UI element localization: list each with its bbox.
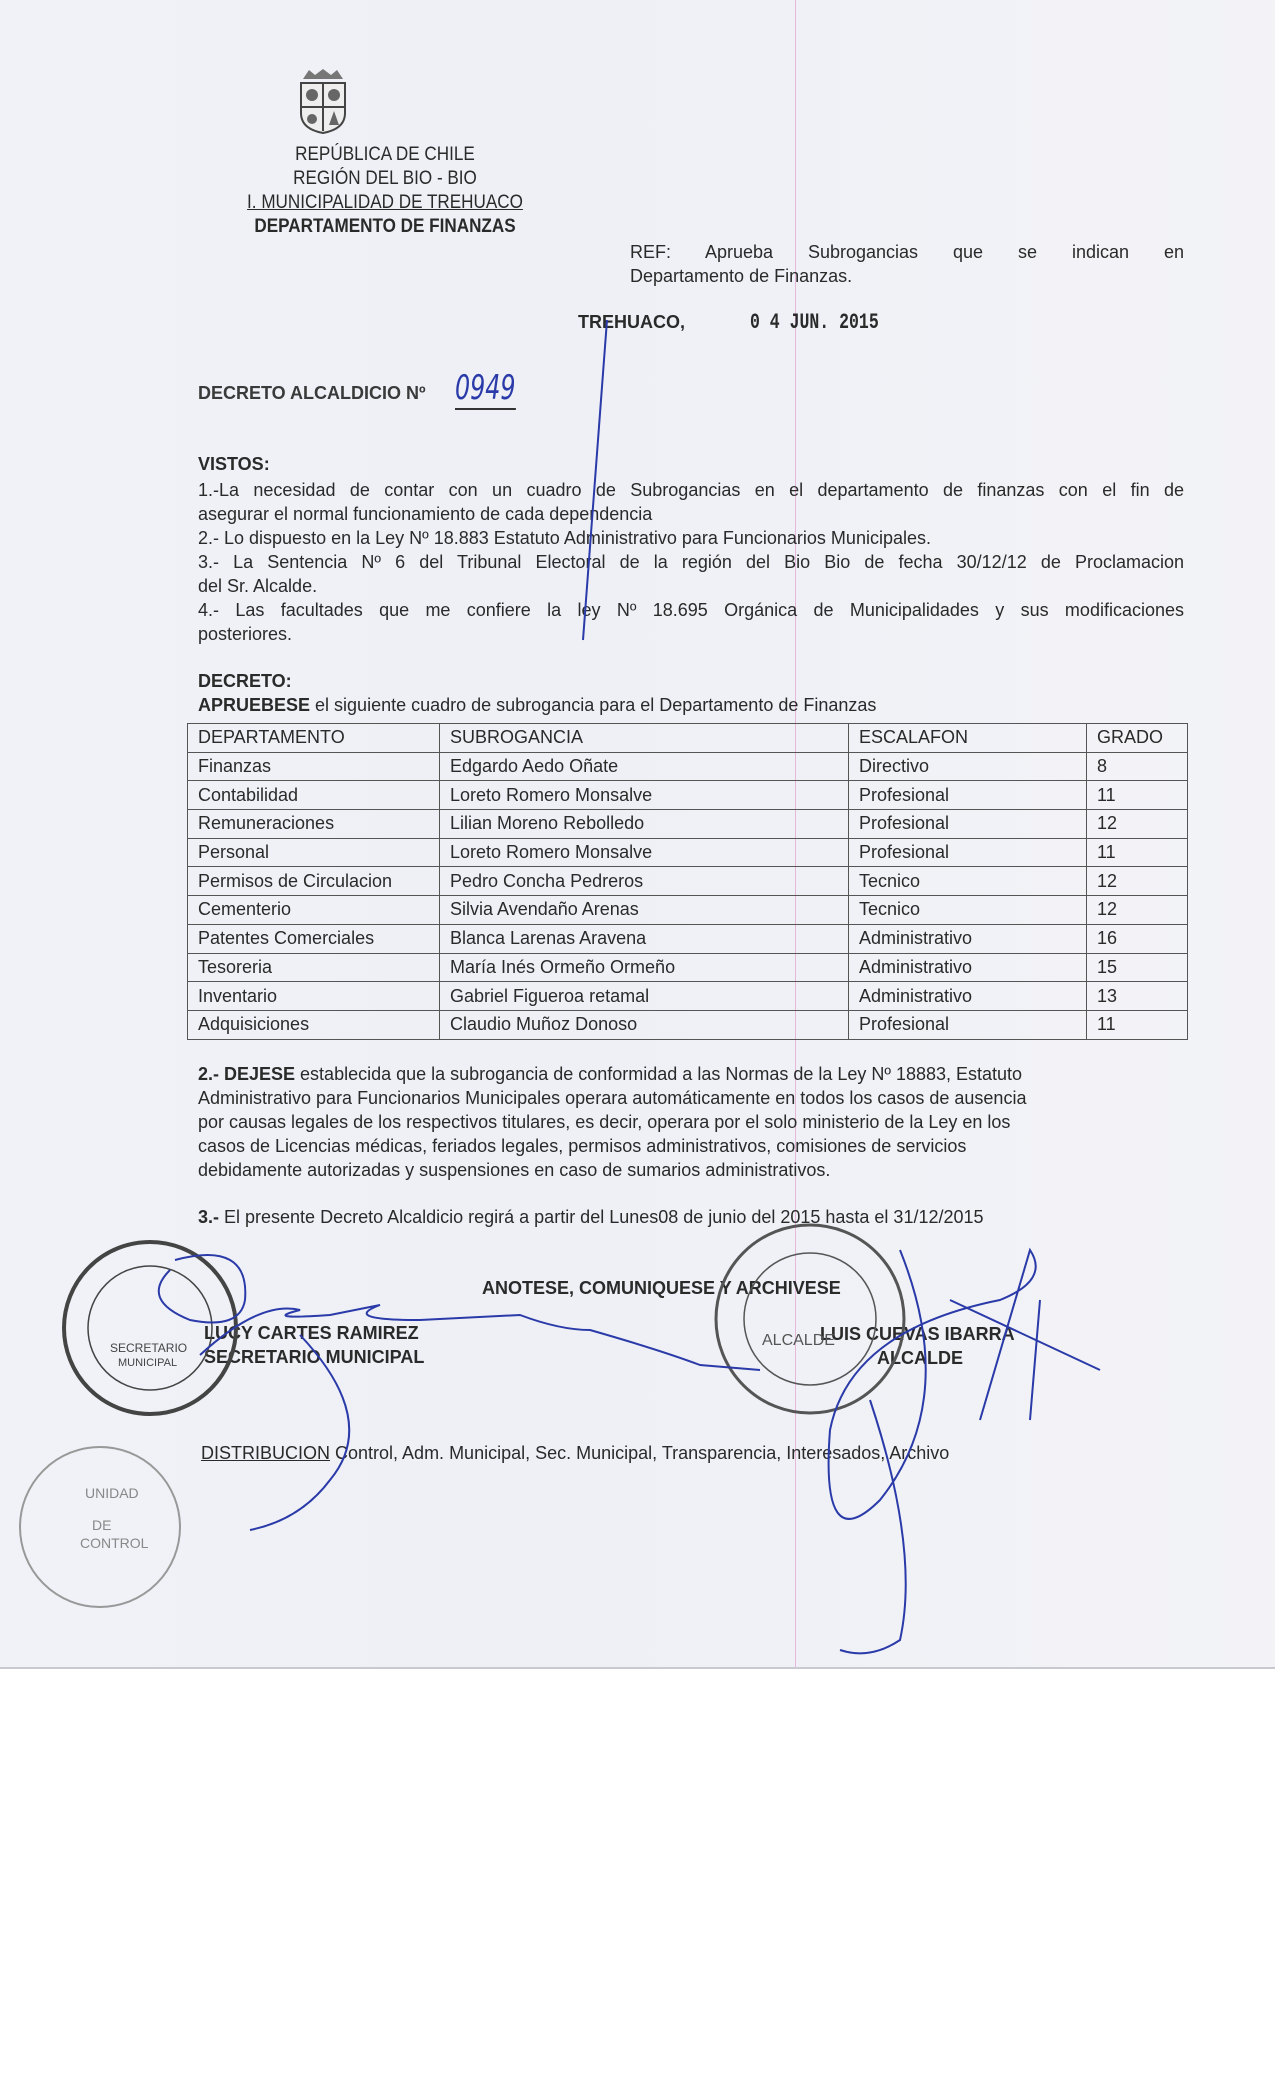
table-cell: Tecnico [849, 867, 1087, 896]
decree-number-handwritten: 0949 [455, 368, 516, 408]
table-cell: Pedro Concha Pedreros [440, 867, 849, 896]
table-cell: Profesional [849, 781, 1087, 810]
article-3-text: El presente Decreto Alcaldicio regirá a partir del Lunes08 de junio del 2015 hasta el 31/12/2015 [219, 1207, 984, 1227]
table-cell: 8 [1087, 752, 1188, 781]
table-cell: Lilian Moreno Rebolledo [440, 810, 849, 839]
table-cell: Permisos de Circulacion [188, 867, 440, 896]
table-cell: Administrativo [849, 953, 1087, 982]
table-cell: Profesional [849, 838, 1087, 867]
table-cell: Personal [188, 838, 440, 867]
article-2-text: debidamente autorizadas y suspensiones en caso de sumarios administrativos. [198, 1160, 831, 1180]
article-2-text: casos de Licencias médicas, feriados legales, permisos administrativos, comisiones de servicios [198, 1136, 967, 1156]
svg-text:MUNICIPAL: MUNICIPAL [118, 1357, 178, 1369]
table-cell: Edgardo Aedo Oñate [440, 752, 849, 781]
table-cell: Remuneraciones [188, 810, 440, 839]
ref-line-2: Departamento de Finanzas. [630, 266, 853, 286]
table-cell: Tesoreria [188, 953, 440, 982]
table-cell: Loreto Romero Monsalve [440, 838, 849, 867]
decreto-lead-bold: APRUEBESE [198, 695, 311, 715]
table-cell: Blanca Larenas Aravena [440, 924, 849, 953]
vistos-line: 3.- La Sentencia Nº 6 del Tribunal Electoral de la región del Bio Bio de fecha 30/12/12 de Proclamacion [198, 552, 1184, 572]
table-cell: Adquisiciones [188, 1010, 440, 1039]
table-cell: Inventario [188, 982, 440, 1011]
table-cell: Silvia Avendaño Arenas [440, 896, 849, 925]
table-cell: 11 [1087, 838, 1188, 867]
table-cell: 12 [1087, 810, 1188, 839]
pen-signatures [159, 320, 1100, 1653]
article-2-lead: 2.- DEJESE [198, 1064, 296, 1084]
table-cell: 16 [1087, 924, 1188, 953]
vistos-title: VISTOS: [198, 454, 270, 474]
column-header: GRADO [1087, 724, 1188, 753]
svg-text:DE: DE [92, 1517, 112, 1533]
vistos-line: posteriores. [198, 624, 293, 644]
table-cell: Administrativo [849, 924, 1087, 953]
svg-text:UNIDAD: UNIDAD [85, 1485, 139, 1501]
column-header: ESCALAFON [849, 724, 1087, 753]
vistos-line: 4.- Las facultades que me confiere la ley Nº 18.695 Orgánica de Municipalidades y sus modificaciones [198, 600, 1184, 620]
table-cell: Tecnico [849, 896, 1087, 925]
header-municipality: I. MUNICIPALIDAD DE TREHUACO [247, 192, 523, 213]
vistos-line: 1.-La necesidad de contar con un cuadro de Subrogancias en el departamento de finanzas con el fin de [198, 480, 1184, 500]
table-cell: 12 [1087, 867, 1188, 896]
table-cell: Directivo [849, 752, 1087, 781]
place: TREHUACO, [578, 312, 685, 332]
table-cell: Contabilidad [188, 781, 440, 810]
article-3-number: 3.- [198, 1207, 220, 1227]
decreto-title: DECRETO: [198, 671, 292, 691]
secretary-name: LUCY CARTES RAMIREZ [204, 1323, 419, 1343]
table-cell: 15 [1087, 953, 1188, 982]
svg-text:CONTROL: CONTROL [80, 1535, 149, 1551]
table-cell: Claudio Muñoz Donoso [440, 1010, 849, 1039]
vistos-line: 2.- Lo dispuesto en la Ley Nº 18.883 Estatuto Administrativo para Funcionarios Municipales. [198, 528, 931, 548]
ref-line-1: REF: Aprueba Subrogancias que se indican en [630, 242, 1184, 262]
mayor-stamp [716, 1225, 904, 1413]
table-cell: 11 [1087, 781, 1188, 810]
svg-text:SECRETARIO: SECRETARIO [110, 1341, 188, 1355]
column-header: SUBROGANCIA [440, 724, 849, 753]
article-2-text: por causas legales de los respectivos titulares, es decir, operara por el solo ministerio de la Ley en los [198, 1112, 1011, 1132]
mayor-name: LUIS CUEVAS IBARRA [820, 1324, 1015, 1344]
header-country: REPÚBLICA DE CHILE [295, 144, 475, 165]
decree-label: DECRETO ALCALDICIO Nº [198, 383, 426, 403]
header-department: DEPARTAMENTO DE FINANZAS [254, 216, 516, 237]
distribution-label: DISTRIBUCION [201, 1443, 331, 1463]
table-cell: Loreto Romero Monsalve [440, 781, 849, 810]
svg-text:ALCALDE: ALCALDE [762, 1332, 835, 1349]
date-stamp: 0 4 JUN. 2015 [750, 310, 879, 335]
decreto-lead-text: el siguiente cuadro de subrogancia para el Departamento de Finanzas [310, 695, 877, 715]
table-cell: Profesional [849, 1010, 1087, 1039]
table-cell: Administrativo [849, 982, 1087, 1011]
column-header: DEPARTAMENTO [188, 724, 440, 753]
header-region: REGIÓN DEL BIO - BIO [293, 168, 477, 189]
vistos-line: del Sr. Alcalde. [198, 576, 318, 596]
vistos-line: asegurar el normal funcionamiento de cada dependencia [198, 504, 653, 524]
mayor-title: ALCALDE [877, 1348, 963, 1368]
distribution-list: Control, Adm. Municipal, Sec. Municipal, Transparencia, Interesados, Archivo [330, 1443, 950, 1463]
secretary-stamp [64, 1242, 236, 1414]
table-cell: 11 [1087, 1010, 1188, 1039]
table-cell: Patentes Comerciales [188, 924, 440, 953]
control-stamp [20, 1447, 180, 1607]
table-cell: Gabriel Figueroa retamal [440, 982, 849, 1011]
table-cell: 13 [1087, 982, 1188, 1011]
article-2-text: establecida que la subrogancia de conformidad a las Normas de la Ley Nº 18883, Estatuto [295, 1064, 1023, 1084]
table-cell: Finanzas [188, 752, 440, 781]
table-cell: Cementerio [188, 896, 440, 925]
article-2-text: Administrativo para Funcionarios Municipales operara automáticamente en todos los casos de ausencia [198, 1088, 1027, 1108]
table-cell: Profesional [849, 810, 1087, 839]
closing-formula: ANOTESE, COMUNIQUESE Y ARCHIVESE [482, 1278, 841, 1298]
table-cell: María Inés Ormeño Ormeño [440, 953, 849, 982]
secretary-title: SECRETARIO MUNICIPAL [204, 1347, 425, 1367]
table-cell: 12 [1087, 896, 1188, 925]
